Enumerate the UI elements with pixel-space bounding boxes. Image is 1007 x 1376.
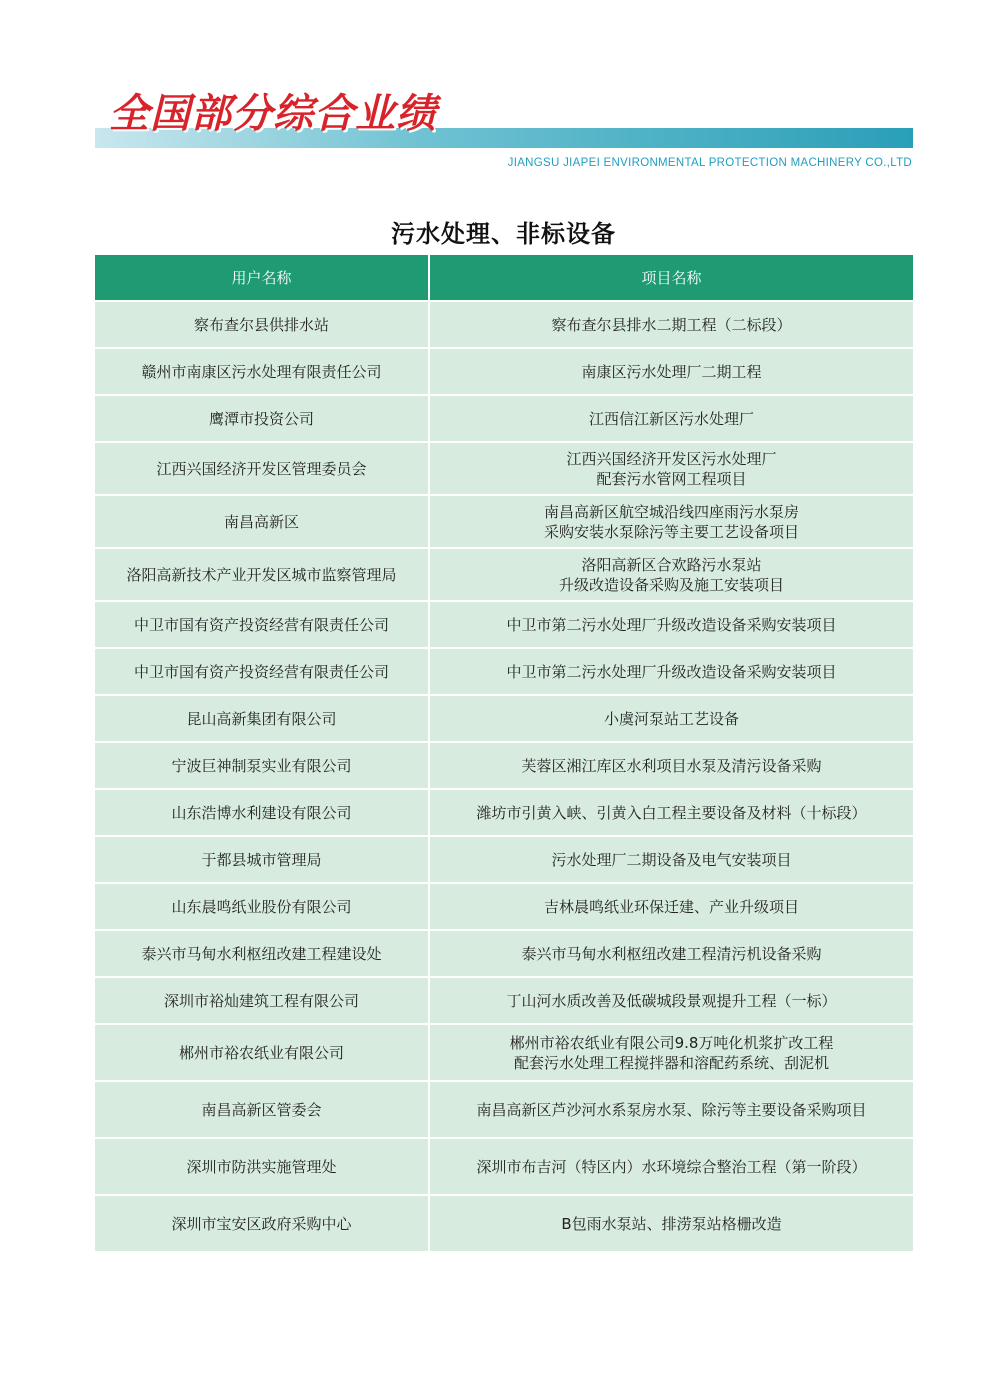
- project-name-line: 吉林晨鸣纸业环保迁建、产业升级项目: [543, 897, 799, 916]
- user-name-cell: 洛阳高新技术产业开发区城市监察管理局: [95, 548, 429, 601]
- project-name-cell: [429, 548, 913, 601]
- project-name-cell: [429, 301, 913, 348]
- project-name-line: 芙蓉区湘江库区水利项目水泵及清污设备采购: [521, 756, 822, 775]
- column-header-project: 项目名称: [429, 255, 913, 301]
- user-name-cell: 赣州市南康区污水处理有限责任公司: [95, 348, 429, 395]
- project-name-cell: [429, 601, 913, 648]
- project-name-line: 污水处理厂二期设备及电气安装项目: [551, 850, 792, 869]
- table-row: [95, 1195, 913, 1252]
- user-name-cell: 南昌高新区: [95, 495, 429, 548]
- header-banner: [95, 90, 913, 150]
- table-row: [95, 348, 913, 395]
- project-name-cell: [429, 648, 913, 695]
- user-name-cell: 察布查尔县供排水站: [95, 301, 429, 348]
- project-name-line: B包雨水泵站、排涝泵站格栅改造: [561, 1214, 782, 1233]
- project-name-line: 中卫市第二污水处理厂升级改造设备采购安装项目: [506, 615, 837, 634]
- project-name-line: 察布查尔县排水二期工程（二标段）: [551, 315, 792, 334]
- project-name-cell: [429, 1138, 913, 1195]
- project-name-line: 泰兴市马甸水利枢纽改建工程清污机设备采购: [521, 944, 822, 963]
- table-row: [95, 1081, 913, 1138]
- project-name-line: 潍坊市引黄入峡、引黄入白工程主要设备及材料（十标段）: [476, 803, 867, 822]
- table-row: [95, 395, 913, 442]
- project-name-cell: [429, 348, 913, 395]
- project-name-line: 南康区污水处理厂二期工程: [581, 362, 762, 381]
- table-row: [95, 495, 913, 548]
- project-name-line: 丁山河水质改善及低碳城段景观提升工程（一标）: [506, 991, 837, 1010]
- project-name-cell: [429, 442, 913, 495]
- table-row: [95, 789, 913, 836]
- user-name-cell: 深圳市裕灿建筑工程有限公司: [95, 977, 429, 1024]
- project-name-cell: [429, 789, 913, 836]
- user-name-cell: 泰兴市马甸水利枢纽改建工程建设处: [95, 930, 429, 977]
- user-name-cell: 山东浩博水利建设有限公司: [95, 789, 429, 836]
- section-title: 污水处理、非标设备: [391, 220, 616, 248]
- project-name-cell: [429, 1081, 913, 1138]
- table-row: [95, 695, 913, 742]
- project-name-line: 洛阳高新区合欢路污水泵站: [581, 555, 762, 574]
- project-name-cell: [429, 742, 913, 789]
- project-name-line: 南昌高新区芦沙河水系泵房水泵、除污等主要设备采购项目: [476, 1100, 867, 1119]
- table-row: [95, 742, 913, 789]
- project-name-cell: [429, 1195, 913, 1252]
- user-name-cell: 中卫市国有资产投资经营有限责任公司: [95, 648, 429, 695]
- project-name-cell: [429, 1024, 913, 1081]
- project-name-line: 江西信江新区污水处理厂: [588, 409, 754, 428]
- table-row: [95, 301, 913, 348]
- user-name-cell: 深圳市宝安区政府采购中心: [95, 1195, 429, 1252]
- user-name-cell: 宁波巨神制泵实业有限公司: [95, 742, 429, 789]
- table-row: [95, 648, 913, 695]
- table-row: [95, 442, 913, 495]
- page-title: 全国部分综合业绩: [109, 90, 437, 137]
- project-name-line: 郴州市裕农纸业有限公司9.8万吨化机浆扩改工程: [509, 1033, 834, 1052]
- project-name-line: 小虞河泵站工艺设备: [603, 709, 739, 728]
- project-name-line: 升级改造设备采购及施工安装项目: [558, 575, 784, 594]
- table-row: [95, 836, 913, 883]
- user-name-cell: 深圳市防洪实施管理处: [95, 1138, 429, 1195]
- project-name-cell: [429, 883, 913, 930]
- user-name-cell: 鹰潭市投资公司: [95, 395, 429, 442]
- project-name-line: 采购安装水泵除污等主要工艺设备项目: [543, 522, 799, 541]
- column-header-user: 用户名称: [95, 255, 429, 301]
- project-name-cell: [429, 495, 913, 548]
- project-name-line: 配套污水处理工程搅拌器和溶配药系统、刮泥机: [513, 1053, 829, 1072]
- project-name-line: 南昌高新区航空城沿线四座雨污水泵房: [543, 502, 799, 521]
- project-name-line: 配套污水管网工程项目: [596, 469, 747, 488]
- user-name-cell: 郴州市裕农纸业有限公司: [95, 1024, 429, 1081]
- table-header-row: [95, 255, 913, 301]
- user-name-cell: 中卫市国有资产投资经营有限责任公司: [95, 601, 429, 648]
- table-row: [95, 1138, 913, 1195]
- table-row: [95, 930, 913, 977]
- project-name-line: 江西兴国经济开发区污水处理厂: [566, 449, 777, 468]
- user-name-cell: 山东晨鸣纸业股份有限公司: [95, 883, 429, 930]
- project-name-cell: [429, 395, 913, 442]
- project-name-cell: [429, 695, 913, 742]
- project-name-line: 深圳市布吉河（特区内）水环境综合整治工程（第一阶段）: [476, 1157, 867, 1176]
- results-table: [95, 255, 913, 1253]
- user-name-cell: 于都县城市管理局: [95, 836, 429, 883]
- project-name-cell: [429, 836, 913, 883]
- table-row: [95, 548, 913, 601]
- user-name-cell: 南昌高新区管委会: [95, 1081, 429, 1138]
- table-body: [95, 301, 913, 1252]
- company-name: JIANGSU JIAPEI ENVIRONMENTAL PROTECTION MACHINERY CO.,LTD: [507, 157, 912, 169]
- table-row: [95, 977, 913, 1024]
- table-row: [95, 1024, 913, 1081]
- user-name-cell: 江西兴国经济开发区管理委员会: [95, 442, 429, 495]
- table-row: [95, 883, 913, 930]
- project-name-cell: [429, 930, 913, 977]
- user-name-cell: 昆山高新集团有限公司: [95, 695, 429, 742]
- table-row: [95, 601, 913, 648]
- project-name-line: 中卫市第二污水处理厂升级改造设备采购安装项目: [506, 662, 837, 681]
- project-name-cell: [429, 977, 913, 1024]
